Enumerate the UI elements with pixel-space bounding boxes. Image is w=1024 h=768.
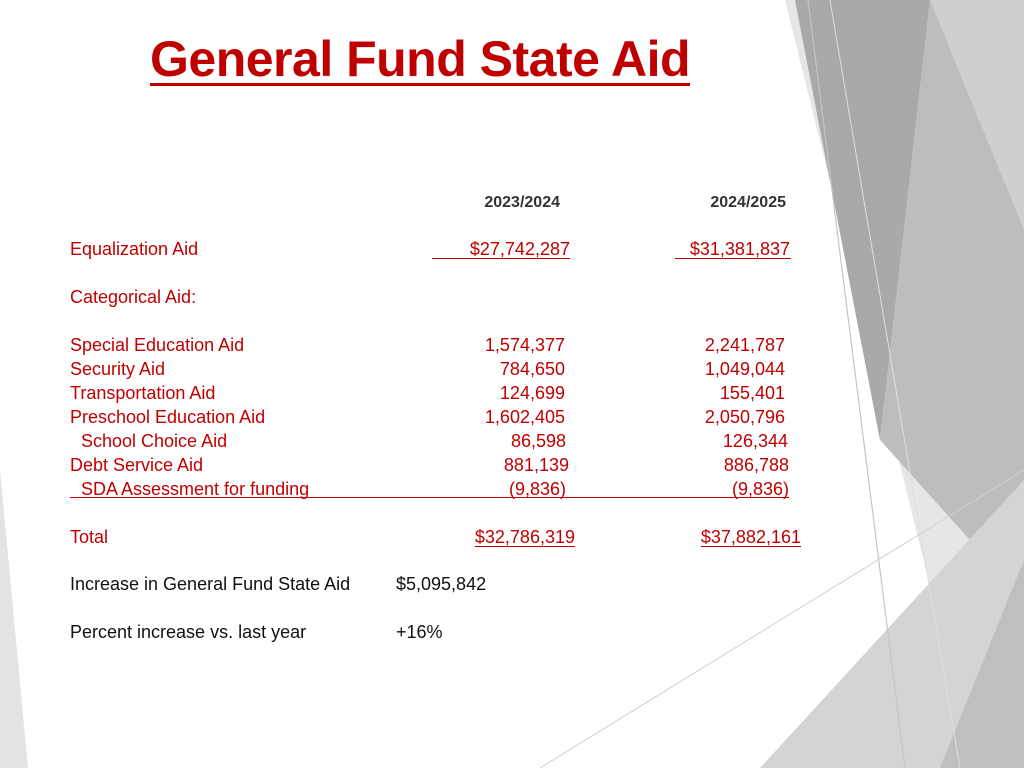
security-aid-2023: 784,650 [499,359,565,379]
debt-service-aid-2023: 881,139 [503,455,569,475]
security-aid-label: Security Aid [70,359,166,379]
increase-label: Increase in General Fund State Aid [70,574,351,594]
school-choice-aid-2023: 86,598 [510,431,566,451]
sda-assessment-label: SDA Assessment for funding [81,479,310,499]
preschool-education-aid-2023: 1,602,405 [484,407,565,427]
preschool-education-aid-2024: 2,050,796 [704,407,785,427]
equalization-aid-2024: $31,381,837 [689,239,790,259]
debt-service-aid-2024: 886,788 [723,455,789,475]
total-label: Total [70,527,109,547]
equalization-aid-label: Equalization Aid [70,239,199,259]
facet-shape [0,470,28,768]
percent-increase-label: Percent increase vs. last year [70,622,307,642]
transportation-aid-2024: 155,401 [719,383,785,403]
debt-service-aid-label: Debt Service Aid [70,455,204,475]
column-header-2023-2024: 2023/2024 [484,194,560,211]
security-aid-2024: 1,049,044 [704,359,785,379]
special-education-aid-2023: 1,574,377 [484,335,565,355]
increase-value: $5,095,842 [396,574,487,594]
categorical-aid-heading: Categorical Aid: [70,287,197,307]
percent-increase-value: +16% [396,622,443,642]
column-header-2024-2025: 2024/2025 [710,194,786,211]
transportation-aid-label: Transportation Aid [70,383,216,403]
total-2023: $32,786,319 [474,527,575,547]
total-2024: $37,882,161 [700,527,801,547]
school-choice-aid-label: School Choice Aid [81,431,228,451]
sda-assessment-2024: (9,836) [731,479,789,499]
slide-title: General Fund State Aid [150,31,691,87]
preschool-education-aid-label: Preschool Education Aid [70,407,266,427]
equalization-aid-2023: $27,742,287 [469,239,570,259]
sda-assessment-2023: (9,836) [508,479,566,499]
special-education-aid-2024: 2,241,787 [704,335,785,355]
school-choice-aid-2024: 126,344 [722,431,788,451]
transportation-aid-2023: 124,699 [499,383,565,403]
special-education-aid-label: Special Education Aid [70,335,245,355]
